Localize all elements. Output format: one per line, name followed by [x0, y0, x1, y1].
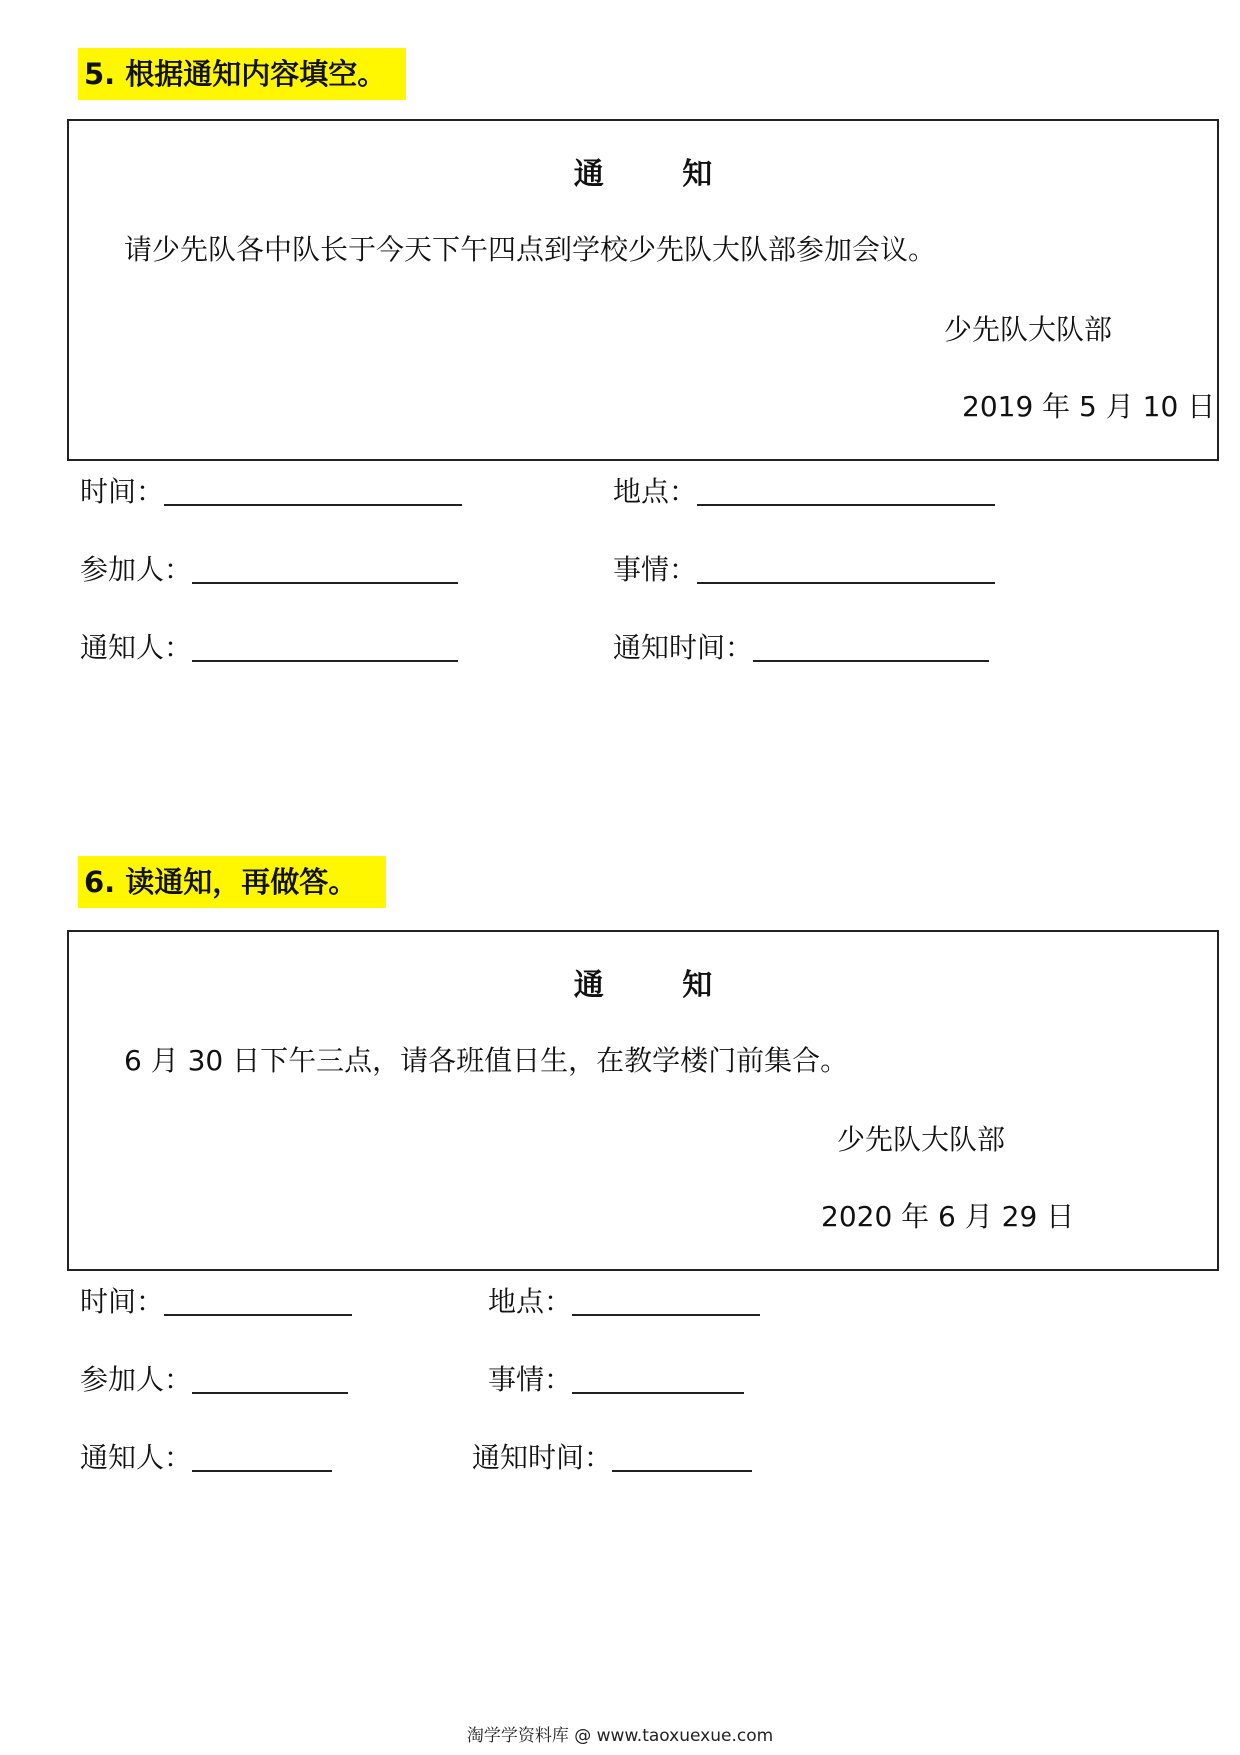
q6-time-blank[interactable] [164, 1282, 352, 1316]
notice-1-body: 请少先队各中队长于今天下午四点到学校少先队大队部参加会议。 [124, 233, 937, 266]
q6-notifier-blank[interactable] [192, 1438, 332, 1472]
q6-matter-row [488, 1360, 744, 1400]
notice-2-date: 2020 年 6 月 29 日 [821, 1200, 1075, 1233]
notice-1-date: 2019 年 5 月 10 日 [962, 390, 1216, 423]
q5-participants-row [80, 550, 458, 590]
notice-1-title: 通 知 [573, 157, 747, 192]
q6-notice-time-row [472, 1438, 752, 1478]
question-5-heading [78, 48, 406, 100]
q5-notifier-row [80, 628, 458, 668]
q6-time-label: 时间： [80, 1285, 165, 1318]
notice-1-signature: 少先队大队部 [944, 313, 1113, 346]
q6-place-row [488, 1282, 760, 1322]
q5-notice-time-label: 通知时间： [613, 631, 754, 664]
notice-2-body: 6 月 30 日下午三点，请各班值日生，在教学楼门前集合。 [124, 1044, 849, 1077]
q5-time-label: 时间： [80, 475, 165, 508]
q6-place-label: 地点： [488, 1285, 573, 1318]
q5-participants-label: 参加人： [80, 553, 193, 586]
q5-matter-blank[interactable] [697, 550, 995, 584]
question-6-heading [78, 856, 386, 908]
q5-time-row [80, 472, 462, 512]
q5-place-blank[interactable] [697, 472, 995, 506]
q6-matter-blank[interactable] [572, 1360, 744, 1394]
q5-time-blank[interactable] [164, 472, 462, 506]
q5-place-row [613, 472, 995, 512]
notice-2-signature: 少先队大队部 [837, 1123, 1006, 1156]
q5-notifier-blank[interactable] [192, 628, 458, 662]
q5-notice-time-blank[interactable] [753, 628, 989, 662]
q6-time-row [80, 1282, 352, 1322]
question-6-heading-text: 6. 读通知，再做答。 [84, 865, 358, 899]
q5-participants-blank[interactable] [192, 550, 458, 584]
q5-notice-time-row [613, 628, 989, 668]
q5-notifier-label: 通知人： [80, 631, 193, 664]
q6-matter-label: 事情： [488, 1363, 573, 1396]
q6-participants-blank[interactable] [192, 1360, 348, 1394]
q5-matter-label: 事情： [613, 553, 698, 586]
q6-notice-time-blank[interactable] [612, 1438, 752, 1472]
q6-participants-label: 参加人： [80, 1363, 193, 1396]
notice-2-title: 通 知 [573, 968, 747, 1003]
notice-box-1 [67, 119, 1219, 461]
q5-place-label: 地点： [613, 475, 698, 508]
q6-participants-row [80, 1360, 348, 1400]
q6-notifier-row [80, 1438, 332, 1478]
notice-box-2 [67, 930, 1219, 1271]
q6-notice-time-label: 通知时间： [472, 1441, 613, 1474]
footer-credit: 淘学学资料库 @ www.taoxuexue.com [466, 1726, 774, 1746]
question-5-heading-text: 5. 根据通知内容填空。 [84, 57, 387, 91]
q6-notifier-label: 通知人： [80, 1441, 193, 1474]
q6-place-blank[interactable] [572, 1282, 760, 1316]
q5-matter-row [613, 550, 995, 590]
